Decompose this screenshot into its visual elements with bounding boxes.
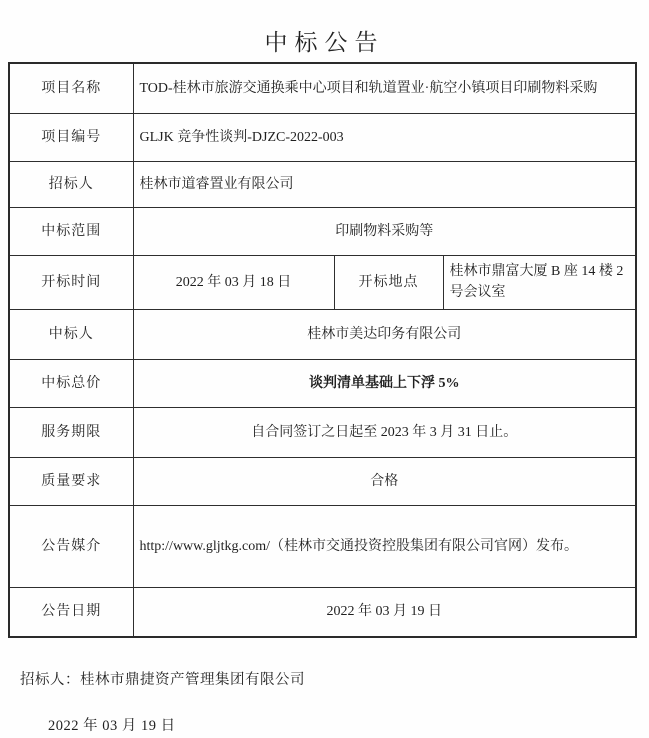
project-number-value: GLJK 竞争性谈判-DJZC-2022-003 xyxy=(133,113,636,161)
footer-date-line: 2022 年 03 月 19 日 xyxy=(48,718,176,734)
total-price-label: 中标总价 xyxy=(9,359,133,407)
total-price-value: 谈判清单基础上下浮 5% xyxy=(133,359,636,407)
winner-value: 桂林市美达印务有限公司 xyxy=(133,309,636,359)
announce-date-label: 公告日期 xyxy=(9,587,133,637)
page-title: 中标公告 xyxy=(264,30,385,55)
row-media xyxy=(9,505,636,587)
service-period-value: 自合同签订之日起至 2023 年 3 月 31 日止。 xyxy=(133,407,636,457)
winner-label: 中标人 xyxy=(9,309,133,359)
row-service-period xyxy=(9,407,636,457)
announcement-table xyxy=(8,62,637,638)
quality-label: 质量要求 xyxy=(9,457,133,505)
row-announce-date xyxy=(9,587,636,637)
row-bid-opening xyxy=(9,255,636,309)
row-quality xyxy=(9,457,636,505)
media-value: http://www.gljtkg.com/（桂林市交通投资控股集团有限公司官网）发布。 xyxy=(133,505,636,587)
tenderer-label: 招标人 xyxy=(9,161,133,207)
media-label: 公告媒介 xyxy=(9,505,133,587)
row-project-number xyxy=(9,113,636,161)
project-number-label: 项目编号 xyxy=(9,113,133,161)
bid-scope-label: 中标范围 xyxy=(9,207,133,255)
announce-date-value: 2022 年 03 月 19 日 xyxy=(133,587,636,637)
row-total-price xyxy=(9,359,636,407)
bid-opening-place-value: 桂林市鼎富大厦 B 座 14 楼 2 号会议室 xyxy=(443,255,636,309)
bid-scope-value: 印刷物料采购等 xyxy=(133,207,636,255)
tenderer-value: 桂林市道睿置业有限公司 xyxy=(133,161,636,207)
row-bid-scope xyxy=(9,207,636,255)
service-period-label: 服务期限 xyxy=(9,407,133,457)
bid-opening-time-value: 2022 年 03 月 18 日 xyxy=(133,255,334,309)
quality-value: 合格 xyxy=(133,457,636,505)
project-name-label: 项目名称 xyxy=(9,63,133,113)
bid-opening-place-label: 开标地点 xyxy=(334,255,443,309)
row-winner xyxy=(9,309,636,359)
row-project-name xyxy=(9,63,636,113)
bid-opening-time-label: 开标时间 xyxy=(9,255,133,309)
project-name-value: TOD-桂林市旅游交通换乘中心项目和轨道置业·航空小镇项目印刷物料采购 xyxy=(133,63,636,113)
footer-tenderer-line: 招标人：桂林市鼎捷资产管理集团有限公司 xyxy=(20,672,305,688)
row-tenderer xyxy=(9,161,636,207)
